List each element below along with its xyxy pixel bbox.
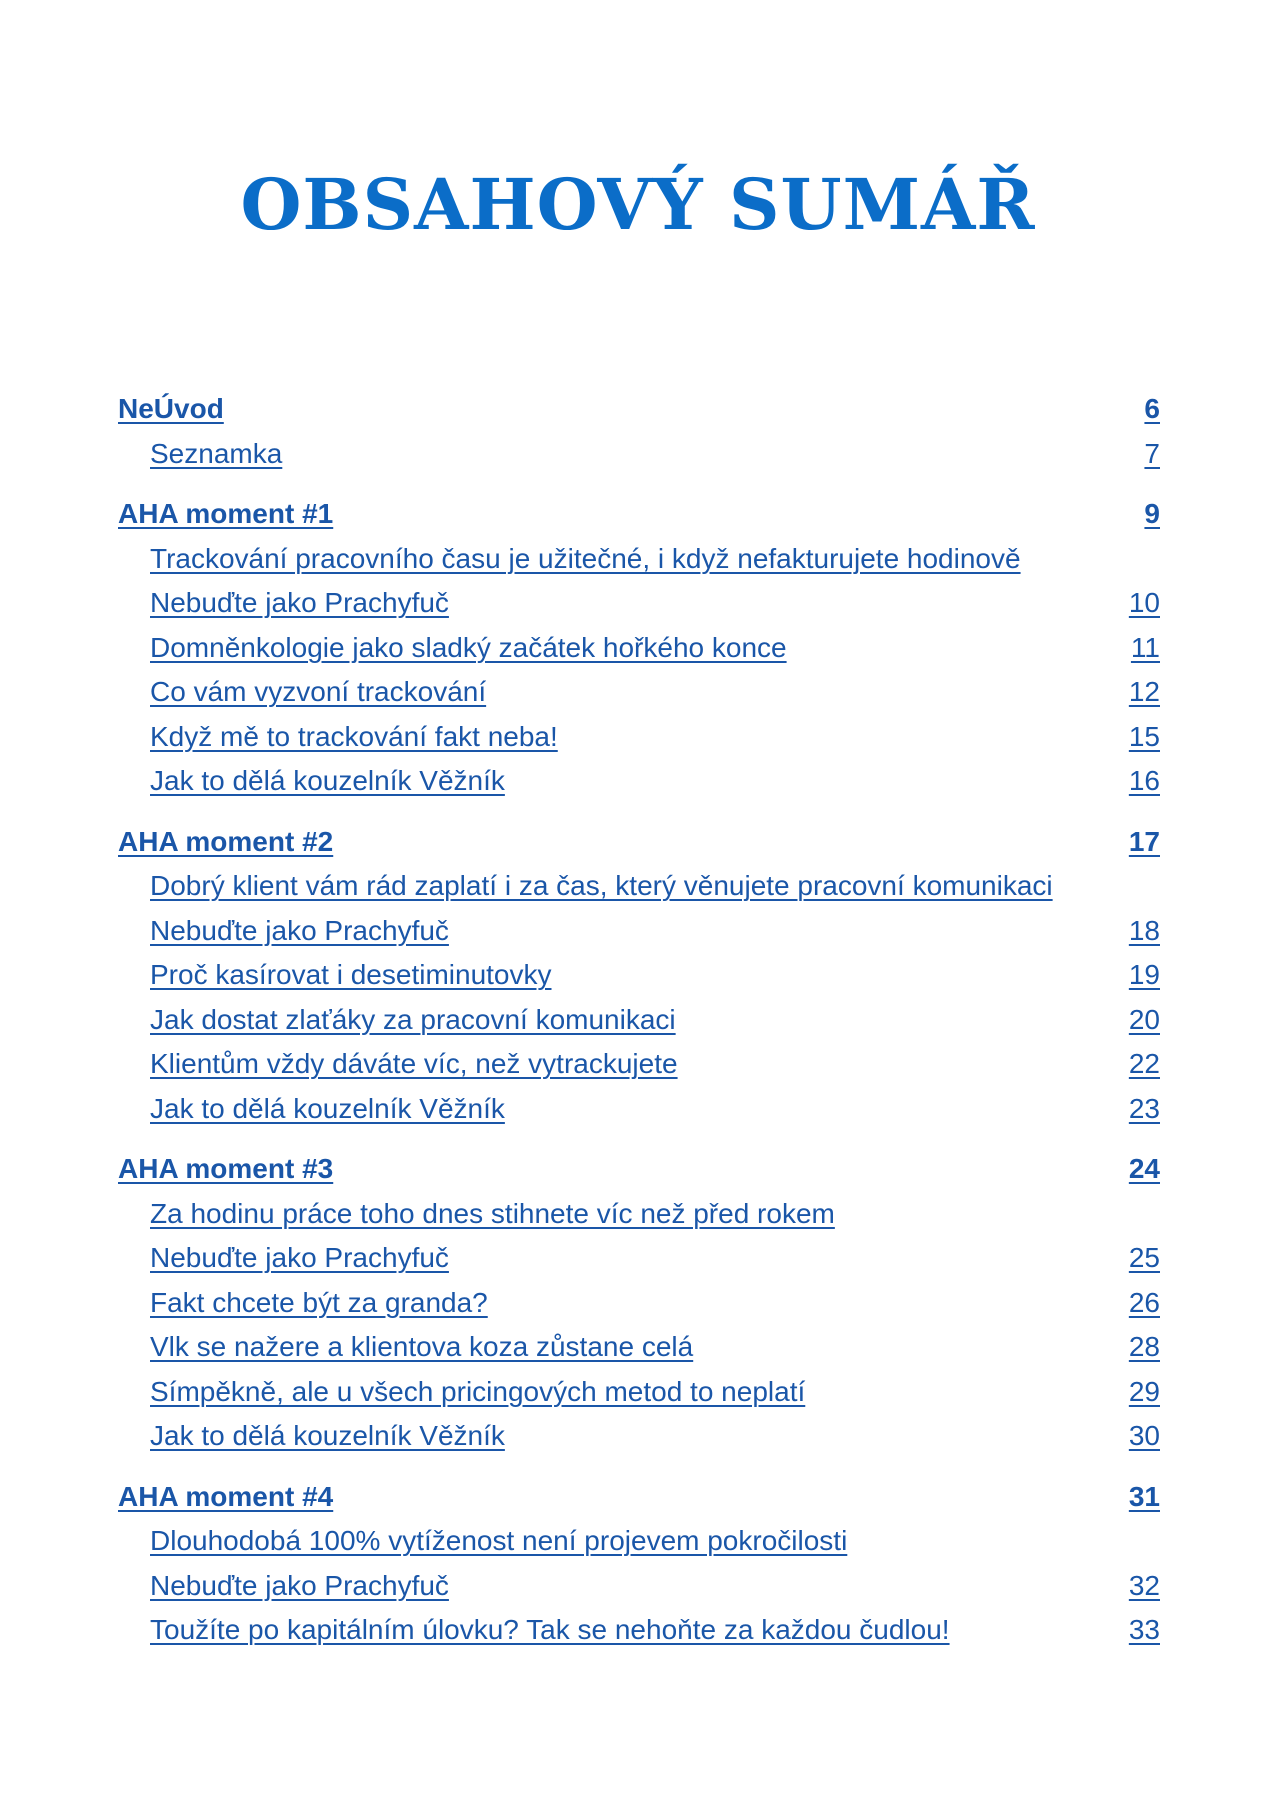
toc-entry-page-number[interactable]: 28	[1128, 1331, 1160, 1362]
toc-entry-link[interactable]: Dlouhodobá 100% vytíženost není projevem pokročilosti	[150, 1525, 848, 1556]
toc-entry-link[interactable]: Toužíte po kapitálním úlovku? Tak se nehoňte za každou čudlou!	[150, 1614, 950, 1645]
toc-entry-link[interactable]: Proč kasírovat i desetiminutovky	[150, 959, 552, 990]
toc-entry-row	[118, 1608, 1160, 1653]
toc-entry-link[interactable]: Vlk se nažere a klientova koza zůstane celá	[150, 1331, 694, 1362]
toc-heading-link[interactable]: AHA moment #1	[118, 498, 334, 529]
toc-entry-page-number[interactable]: 22	[1128, 1048, 1160, 1079]
toc-entry-row	[118, 759, 1160, 804]
toc-entry-page-number[interactable]: 15	[1128, 720, 1160, 752]
toc-entry-page-number[interactable]: 29	[1128, 1375, 1160, 1407]
toc-entry-link[interactable]: Klientům vždy dáváte víc, než vytrackujete	[150, 1048, 678, 1079]
toc-entry-link[interactable]: Trackování pracovního času je užitečné, i když nefakturujete hodinově	[150, 542, 1021, 574]
toc-entry-link[interactable]: Fakt chcete být za granda?	[150, 1286, 488, 1318]
toc-entry-page-number[interactable]: 18	[1128, 914, 1160, 946]
toc-entry-page-number[interactable]: 19	[1128, 959, 1160, 990]
toc-heading-link[interactable]: AHA moment #2	[118, 825, 334, 857]
toc-heading-link[interactable]: AHA moment #3	[118, 1153, 334, 1184]
toc-entry-page-number[interactable]: 11	[1130, 631, 1160, 663]
toc-entry-page-number[interactable]: 30	[1128, 1420, 1160, 1451]
toc-entry-row	[118, 1042, 1160, 1087]
toc-entry-row	[118, 953, 1160, 998]
toc-entry-link[interactable]: Za hodinu práce toho dnes stihnete víc než před rokem	[150, 1197, 835, 1229]
toc-heading-page-number[interactable]: 31	[1128, 1480, 1160, 1512]
table-of-contents	[118, 387, 1160, 1669]
toc-entry-link[interactable]: Dobrý klient vám rád zaplatí i za čas, který věnujete pracovní komunikaci	[150, 870, 1053, 901]
toc-section	[118, 1475, 1160, 1653]
toc-entry-link[interactable]: Seznamka	[150, 437, 283, 469]
toc-entry-page-number[interactable]: 12	[1128, 676, 1160, 707]
toc-entry-link[interactable]: Nebuďte jako Prachyfuč	[150, 1569, 449, 1601]
toc-entry-row	[118, 626, 1160, 671]
toc-entry-row	[118, 1281, 1160, 1326]
toc-entry-page-number[interactable]: 32	[1128, 1569, 1160, 1601]
toc-entry-row	[118, 670, 1160, 715]
toc-entry-link[interactable]: Símpěkně, ale u všech pricingových metod to neplatí	[150, 1375, 806, 1407]
toc-heading-row	[118, 820, 1160, 865]
toc-entry-page-number[interactable]: 7	[1144, 437, 1160, 469]
toc-heading-page-number[interactable]: 17	[1128, 825, 1160, 857]
toc-section	[118, 820, 1160, 1132]
toc-entry-row	[118, 1325, 1160, 1370]
toc-entry-row	[118, 1087, 1160, 1132]
toc-entry-row	[118, 864, 1160, 909]
toc-entry-row	[118, 1192, 1160, 1237]
toc-entry-row	[118, 432, 1160, 477]
toc-entry-page-number[interactable]: 33	[1128, 1614, 1160, 1645]
toc-entry-row	[118, 581, 1160, 626]
toc-entry-link[interactable]: Nebuďte jako Prachyfuč	[150, 587, 449, 618]
toc-entry-row	[118, 1519, 1160, 1564]
toc-entry-link[interactable]: Nebuďte jako Prachyfuč	[150, 914, 449, 946]
toc-section	[118, 1147, 1160, 1459]
toc-entry-link[interactable]: Jak to dělá kouzelník Věžník	[150, 765, 505, 796]
toc-entry-link[interactable]: Když mě to trackování fakt neba!	[150, 720, 558, 752]
toc-entry-page-number[interactable]: 20	[1128, 1003, 1160, 1035]
toc-heading-row	[118, 387, 1160, 432]
toc-section	[118, 387, 1160, 476]
toc-entry-link[interactable]: Jak dostat zlaťáky za pracovní komunikaci	[150, 1003, 676, 1035]
toc-heading-link[interactable]: NeÚvod	[118, 393, 224, 424]
toc-heading-page-number[interactable]: 6	[1144, 393, 1160, 424]
toc-entry-row	[118, 998, 1160, 1043]
toc-heading-row	[118, 1147, 1160, 1192]
toc-entry-page-number[interactable]: 23	[1128, 1092, 1160, 1124]
toc-entry-link[interactable]: Co vám vyzvoní trackování	[150, 676, 487, 707]
toc-entry-link[interactable]: Jak to dělá kouzelník Věžník	[150, 1420, 505, 1451]
toc-heading-row	[118, 1475, 1160, 1520]
toc-heading-row	[118, 492, 1160, 537]
toc-entry-link[interactable]: Nebuďte jako Prachyfuč	[150, 1242, 449, 1273]
toc-entry-row	[118, 909, 1160, 954]
toc-entry-page-number[interactable]: 26	[1128, 1286, 1160, 1318]
toc-entry-row	[118, 1236, 1160, 1281]
toc-entry-link[interactable]: Jak to dělá kouzelník Věžník	[150, 1092, 505, 1124]
toc-entry-row	[118, 1414, 1160, 1459]
toc-entry-row	[118, 537, 1160, 582]
toc-entry-row	[118, 715, 1160, 760]
toc-entry-page-number[interactable]: 16	[1128, 765, 1160, 796]
toc-entry-row	[118, 1564, 1160, 1609]
toc-heading-link[interactable]: AHA moment #4	[118, 1480, 334, 1512]
toc-entry-link[interactable]: Domněnkologie jako sladký začátek hořkého konce	[150, 631, 787, 663]
toc-entry-page-number[interactable]: 10	[1128, 587, 1160, 618]
toc-entry-page-number[interactable]: 25	[1128, 1242, 1160, 1273]
toc-section	[118, 492, 1160, 804]
page-title: OBSAHOVÝ SUMÁŘ	[240, 163, 1036, 246]
toc-heading-page-number[interactable]: 9	[1144, 498, 1160, 529]
toc-heading-page-number[interactable]: 24	[1128, 1153, 1160, 1184]
toc-entry-row	[118, 1370, 1160, 1415]
